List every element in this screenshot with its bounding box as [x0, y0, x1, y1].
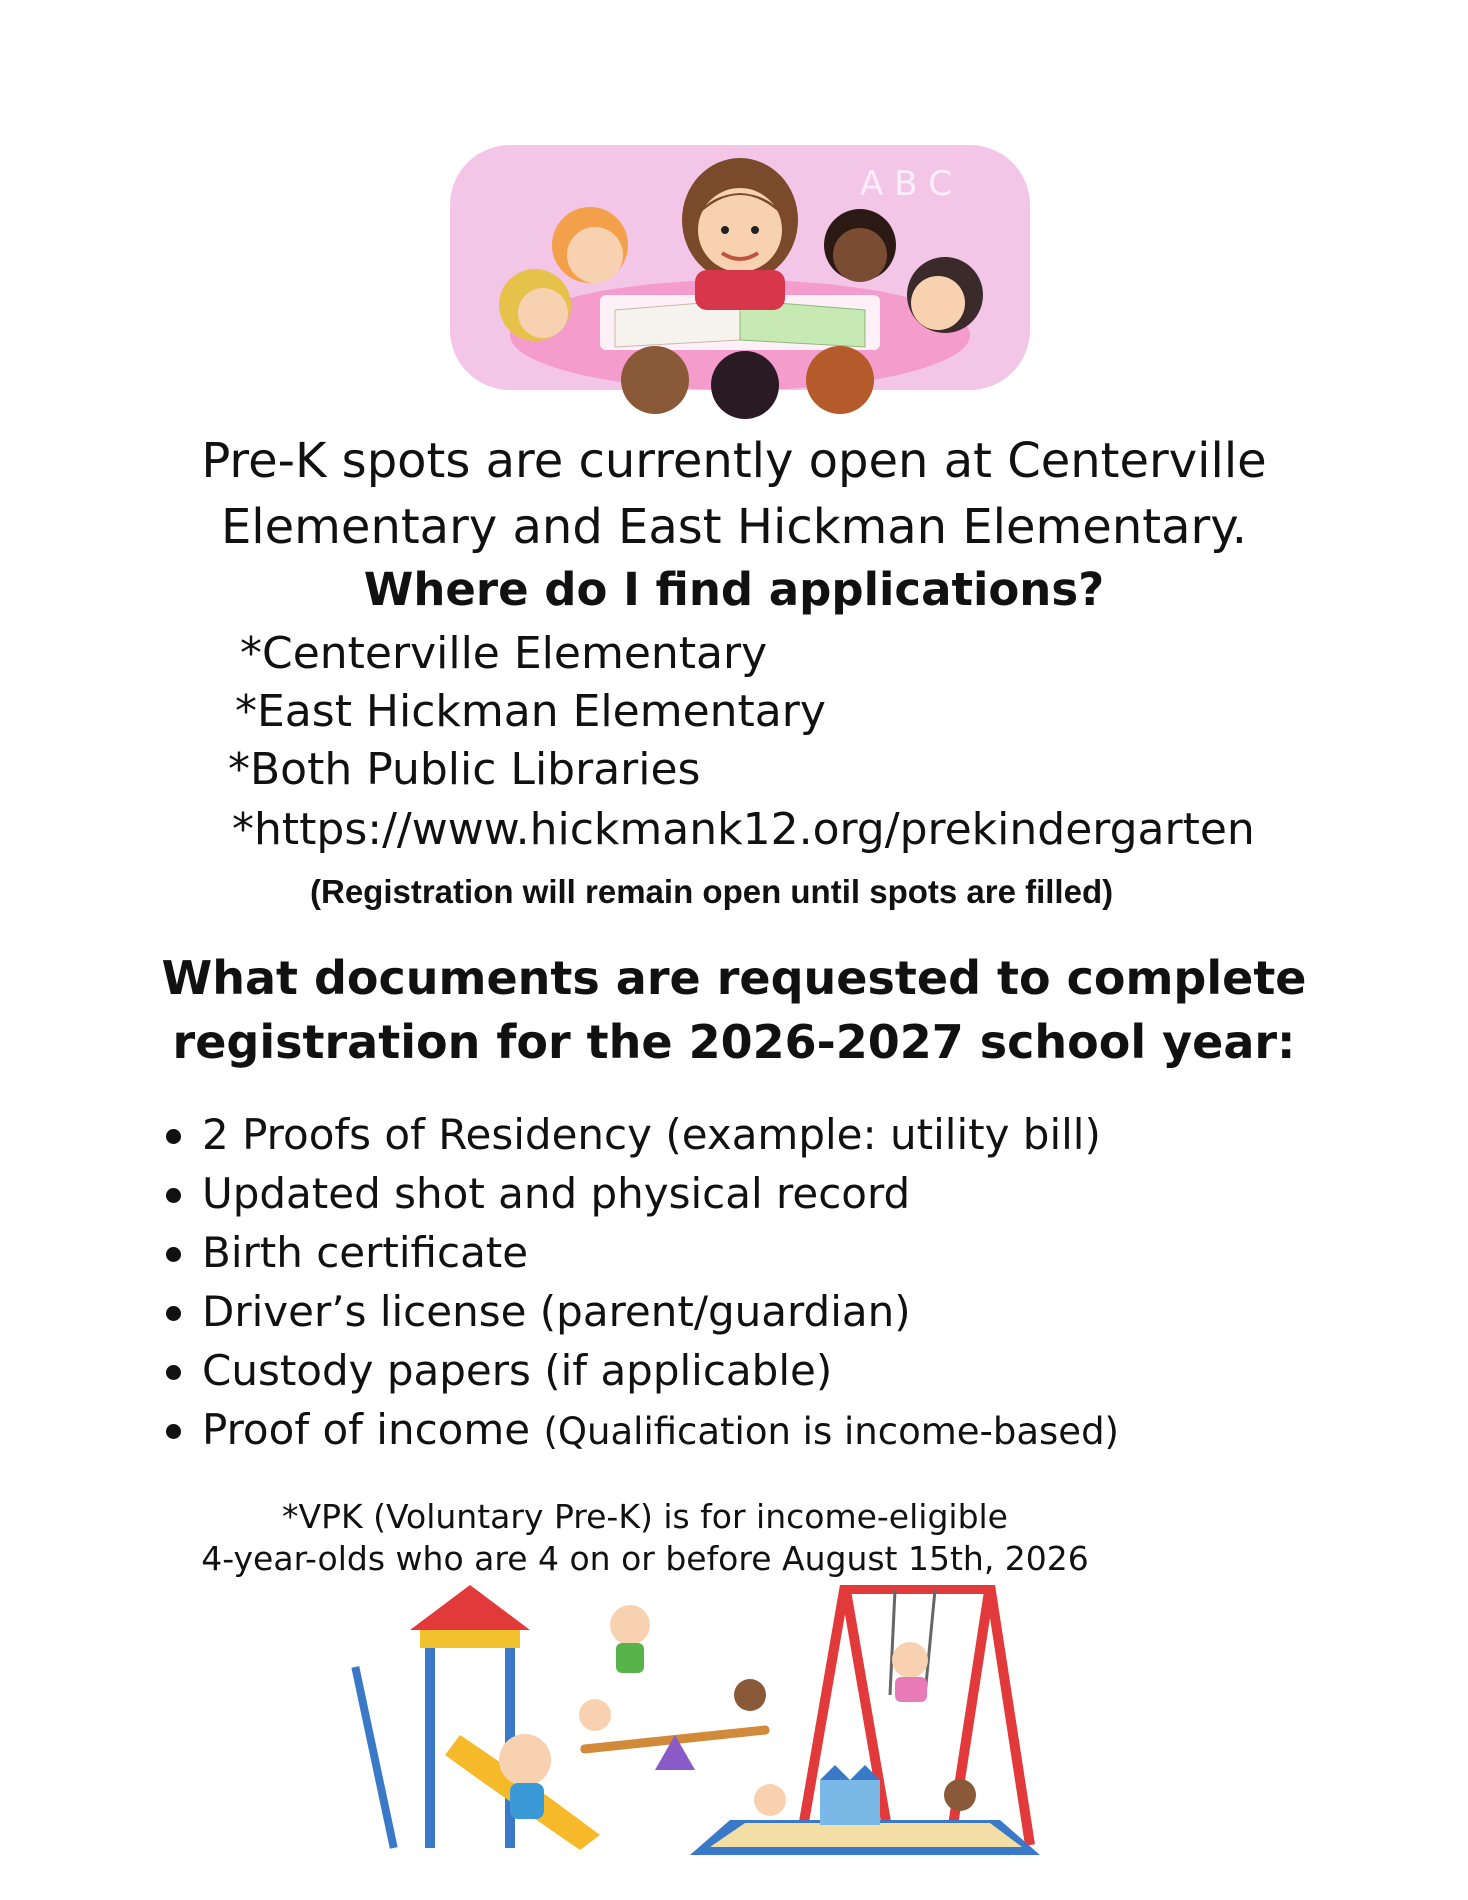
list-item — [160, 1341, 1119, 1400]
document-item: Birth certificate — [202, 1228, 529, 1277]
vpk-note — [170, 1496, 1120, 1580]
document-item: Updated shot and physical record — [202, 1169, 911, 1218]
list-item — [160, 1223, 1119, 1282]
headline-line-1: Pre-K spots are currently open at Centerville — [201, 433, 1267, 489]
documents-question-line-1: What documents are requested to complete — [161, 951, 1307, 1005]
documents-list — [160, 1105, 1119, 1461]
documents-question-line-2: registration for the 2026-2027 school year: — [172, 1015, 1296, 1069]
document-item: 2 Proofs of Residency (example: utility bill) — [202, 1110, 1101, 1159]
list-item — [160, 1105, 1119, 1164]
document-item-note: (Qualification is income-based) — [543, 1410, 1119, 1453]
registration-note: (Registration will remain open until spots are filled) — [310, 873, 1114, 910]
bullet-icon — [166, 1129, 181, 1144]
list-item — [160, 1164, 1119, 1223]
location-website-link[interactable]: *https://www.hickmank12.org/prekindergarten — [232, 804, 1255, 855]
bullet-icon — [166, 1424, 181, 1439]
list-item — [160, 1282, 1119, 1341]
vpk-note-line-2: 4-year-olds who are 4 on or before August 15th, 2026 — [201, 1539, 1089, 1578]
location-east-hickman: *East Hickman Elementary — [235, 686, 826, 737]
board-letters: A B C — [860, 164, 952, 204]
list-item — [160, 1400, 1119, 1461]
applications-question: Where do I find applications? — [363, 563, 1105, 616]
headline — [0, 428, 1468, 560]
location-libraries: *Both Public Libraries — [228, 744, 701, 795]
bullet-icon — [166, 1306, 181, 1321]
documents-question — [0, 946, 1468, 1074]
teacher-reading-illustration — [440, 135, 1040, 420]
bullet-icon — [166, 1247, 181, 1262]
location-centerville: *Centerville Elementary — [240, 628, 768, 679]
bullet-icon — [166, 1188, 181, 1203]
document-item: Proof of income — [202, 1405, 531, 1454]
headline-line-2: Elementary and East Hickman Elementary. — [220, 499, 1248, 555]
bullet-icon — [166, 1365, 181, 1380]
document-item: Custody papers (if applicable) — [202, 1346, 833, 1395]
vpk-note-line-1: *VPK (Voluntary Pre-K) is for income-eligible — [282, 1497, 1008, 1536]
document-item: Driver’s license (parent/guardian) — [202, 1287, 911, 1336]
playground-illustration — [350, 1585, 1050, 1865]
